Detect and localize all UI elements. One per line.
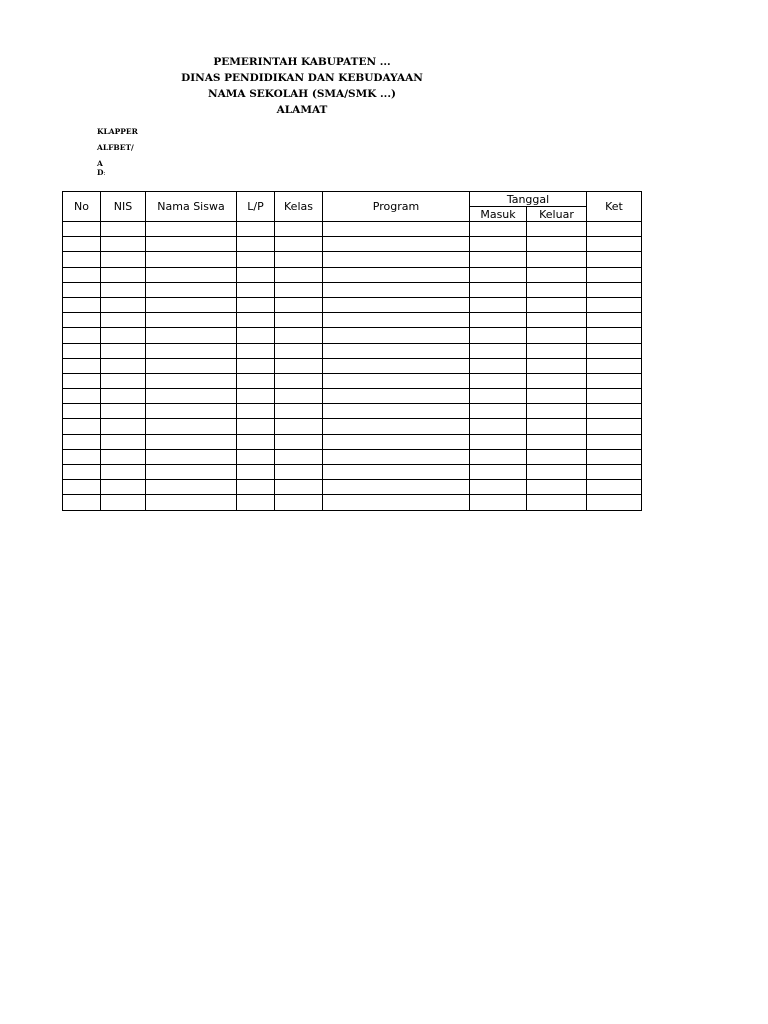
- cell-tanggal-masuk[interactable]: [470, 237, 527, 252]
- cell-nis[interactable]: [101, 465, 146, 480]
- letter-d-colon: :: [103, 170, 106, 177]
- cell-nis[interactable]: [101, 252, 146, 267]
- cell-kelas[interactable]: [275, 222, 323, 237]
- cell-ket[interactable]: [587, 389, 642, 404]
- cell-tanggal-keluar[interactable]: [527, 282, 587, 297]
- cell-tanggal-masuk[interactable]: [470, 297, 527, 312]
- cell-nama-siswa[interactable]: [146, 480, 237, 495]
- cell-tanggal-keluar[interactable]: [527, 495, 587, 510]
- table-row: [63, 480, 642, 495]
- cell-nis[interactable]: [101, 389, 146, 404]
- cell-lp[interactable]: [237, 252, 275, 267]
- cell-nama-siswa[interactable]: [146, 222, 237, 237]
- student-klapper-table: [62, 191, 642, 511]
- cell-kelas[interactable]: [275, 419, 323, 434]
- cell-nama-siswa[interactable]: [146, 252, 237, 267]
- col-header-tanggal: Tanggal: [470, 192, 587, 207]
- cell-kelas[interactable]: [275, 434, 323, 449]
- table-row: [63, 495, 642, 510]
- table-row: [63, 404, 642, 419]
- cell-lp[interactable]: [237, 297, 275, 312]
- cell-nama-siswa[interactable]: [146, 343, 237, 358]
- cell-tanggal-masuk[interactable]: [470, 495, 527, 510]
- col-header-ket: Ket: [587, 192, 642, 222]
- cell-tanggal-keluar[interactable]: [527, 237, 587, 252]
- header-line-government: PEMERINTAH KABUPATEN ...: [213, 56, 391, 68]
- cell-lp[interactable]: [237, 343, 275, 358]
- cell-program[interactable]: [323, 252, 470, 267]
- cell-no[interactable]: [63, 297, 101, 312]
- cell-lp[interactable]: [237, 449, 275, 464]
- cell-nis[interactable]: [101, 328, 146, 343]
- cell-kelas[interactable]: [275, 282, 323, 297]
- cell-nis[interactable]: [101, 267, 146, 282]
- letter-a-label: A: [97, 159, 103, 168]
- cell-tanggal-keluar[interactable]: [527, 480, 587, 495]
- cell-tanggal-masuk[interactable]: [470, 480, 527, 495]
- cell-lp[interactable]: [237, 237, 275, 252]
- cell-no[interactable]: [63, 252, 101, 267]
- table-row: [63, 313, 642, 328]
- cell-nis[interactable]: [101, 237, 146, 252]
- cell-no[interactable]: [63, 449, 101, 464]
- cell-program[interactable]: [323, 237, 470, 252]
- cell-no[interactable]: [63, 495, 101, 510]
- cell-tanggal-keluar[interactable]: [527, 404, 587, 419]
- cell-nis[interactable]: [101, 222, 146, 237]
- cell-no[interactable]: [63, 389, 101, 404]
- cell-nis[interactable]: [101, 404, 146, 419]
- col-header-keluar: Keluar: [527, 207, 587, 222]
- cell-tanggal-keluar[interactable]: [527, 434, 587, 449]
- table-row: [63, 297, 642, 312]
- table-row: [63, 343, 642, 358]
- cell-nis[interactable]: [101, 297, 146, 312]
- cell-tanggal-masuk[interactable]: [470, 373, 527, 388]
- cell-tanggal-masuk[interactable]: [470, 343, 527, 358]
- cell-kelas[interactable]: [275, 313, 323, 328]
- table-header: [63, 192, 642, 222]
- cell-nama-siswa[interactable]: [146, 419, 237, 434]
- letter-d-label: D: [97, 168, 104, 177]
- cell-ket[interactable]: [587, 419, 642, 434]
- cell-nama-siswa[interactable]: [146, 495, 237, 510]
- cell-tanggal-keluar[interactable]: [527, 419, 587, 434]
- cell-lp[interactable]: [237, 419, 275, 434]
- cell-tanggal-keluar[interactable]: [527, 358, 587, 373]
- cell-lp[interactable]: [237, 480, 275, 495]
- cell-no[interactable]: [63, 373, 101, 388]
- alfbet-label: ALFBET/: [97, 143, 134, 152]
- cell-program[interactable]: [323, 404, 470, 419]
- cell-kelas[interactable]: [275, 449, 323, 464]
- cell-program[interactable]: [323, 495, 470, 510]
- cell-nama-siswa[interactable]: [146, 465, 237, 480]
- cell-tanggal-keluar[interactable]: [527, 297, 587, 312]
- cell-nama-siswa[interactable]: [146, 449, 237, 464]
- cell-program[interactable]: [323, 267, 470, 282]
- col-header-masuk: Masuk: [470, 207, 527, 222]
- cell-program[interactable]: [323, 282, 470, 297]
- cell-ket[interactable]: [587, 495, 642, 510]
- cell-nama-siswa[interactable]: [146, 434, 237, 449]
- table-row: [63, 389, 642, 404]
- cell-tanggal-masuk[interactable]: [470, 267, 527, 282]
- cell-tanggal-keluar[interactable]: [527, 449, 587, 464]
- cell-tanggal-masuk[interactable]: [470, 465, 527, 480]
- cell-nis[interactable]: [101, 343, 146, 358]
- header-line-address: ALAMAT: [276, 104, 328, 116]
- cell-nama-siswa[interactable]: [146, 389, 237, 404]
- cell-ket[interactable]: [587, 313, 642, 328]
- cell-nama-siswa[interactable]: [146, 313, 237, 328]
- col-header-program: Program: [323, 192, 470, 222]
- cell-tanggal-keluar[interactable]: [527, 267, 587, 282]
- col-header-nama-siswa: Nama Siswa: [146, 192, 237, 222]
- cell-no[interactable]: [63, 404, 101, 419]
- cell-program[interactable]: [323, 480, 470, 495]
- cell-lp[interactable]: [237, 373, 275, 388]
- cell-no[interactable]: [63, 434, 101, 449]
- table-row: [63, 252, 642, 267]
- cell-program[interactable]: [323, 343, 470, 358]
- cell-program[interactable]: [323, 465, 470, 480]
- cell-lp[interactable]: [237, 328, 275, 343]
- cell-no[interactable]: [63, 222, 101, 237]
- klapper-label: KLAPPER: [97, 127, 138, 136]
- table-row: [63, 222, 642, 237]
- cell-kelas[interactable]: [275, 373, 323, 388]
- cell-nama-siswa[interactable]: [146, 328, 237, 343]
- cell-tanggal-masuk[interactable]: [470, 404, 527, 419]
- cell-ket[interactable]: [587, 404, 642, 419]
- cell-tanggal-masuk[interactable]: [470, 252, 527, 267]
- cell-nama-siswa[interactable]: [146, 297, 237, 312]
- cell-lp[interactable]: [237, 222, 275, 237]
- cell-nama-siswa[interactable]: [146, 237, 237, 252]
- cell-nis[interactable]: [101, 419, 146, 434]
- cell-nis[interactable]: [101, 480, 146, 495]
- cell-program[interactable]: [323, 328, 470, 343]
- cell-no[interactable]: [63, 313, 101, 328]
- cell-ket[interactable]: [587, 373, 642, 388]
- cell-tanggal-masuk[interactable]: [470, 282, 527, 297]
- klapper-label-block: [97, 127, 138, 178]
- cell-nama-siswa[interactable]: [146, 267, 237, 282]
- cell-ket[interactable]: [587, 252, 642, 267]
- cell-program[interactable]: [323, 449, 470, 464]
- cell-lp[interactable]: [237, 434, 275, 449]
- cell-ket[interactable]: [587, 237, 642, 252]
- cell-nama-siswa[interactable]: [146, 282, 237, 297]
- cell-lp[interactable]: [237, 313, 275, 328]
- cell-nama-siswa[interactable]: [146, 404, 237, 419]
- cell-nis[interactable]: [101, 449, 146, 464]
- cell-kelas[interactable]: [275, 297, 323, 312]
- cell-no[interactable]: [63, 237, 101, 252]
- table-row: [63, 358, 642, 373]
- cell-tanggal-keluar[interactable]: [527, 328, 587, 343]
- cell-no[interactable]: [63, 282, 101, 297]
- cell-program[interactable]: [323, 313, 470, 328]
- cell-kelas[interactable]: [275, 237, 323, 252]
- cell-tanggal-masuk[interactable]: [470, 434, 527, 449]
- cell-no[interactable]: [63, 267, 101, 282]
- cell-lp[interactable]: [237, 465, 275, 480]
- cell-program[interactable]: [323, 358, 470, 373]
- cell-lp[interactable]: [237, 389, 275, 404]
- cell-nis[interactable]: [101, 373, 146, 388]
- col-header-kelas: Kelas: [275, 192, 323, 222]
- cell-program[interactable]: [323, 222, 470, 237]
- table-row: [63, 419, 642, 434]
- cell-kelas[interactable]: [275, 343, 323, 358]
- document-header: [0, 54, 604, 118]
- cell-no[interactable]: [63, 419, 101, 434]
- table-row: [63, 465, 642, 480]
- cell-no[interactable]: [63, 465, 101, 480]
- cell-kelas[interactable]: [275, 267, 323, 282]
- cell-ket[interactable]: [587, 358, 642, 373]
- cell-tanggal-masuk[interactable]: [470, 389, 527, 404]
- cell-ket[interactable]: [587, 267, 642, 282]
- table-row: [63, 237, 642, 252]
- cell-ket[interactable]: [587, 297, 642, 312]
- cell-tanggal-keluar[interactable]: [527, 343, 587, 358]
- cell-program[interactable]: [323, 297, 470, 312]
- cell-nis[interactable]: [101, 434, 146, 449]
- cell-kelas[interactable]: [275, 465, 323, 480]
- cell-tanggal-keluar[interactable]: [527, 465, 587, 480]
- table-row: [63, 267, 642, 282]
- cell-no[interactable]: [63, 343, 101, 358]
- cell-kelas[interactable]: [275, 358, 323, 373]
- cell-nis[interactable]: [101, 313, 146, 328]
- cell-ket[interactable]: [587, 328, 642, 343]
- cell-program[interactable]: [323, 434, 470, 449]
- cell-ket[interactable]: [587, 465, 642, 480]
- cell-nis[interactable]: [101, 495, 146, 510]
- table-row: [63, 373, 642, 388]
- cell-kelas[interactable]: [275, 495, 323, 510]
- table-body: [63, 222, 642, 511]
- cell-nama-siswa[interactable]: [146, 358, 237, 373]
- cell-tanggal-masuk[interactable]: [470, 328, 527, 343]
- cell-nis[interactable]: [101, 282, 146, 297]
- table-row: [63, 328, 642, 343]
- cell-program[interactable]: [323, 419, 470, 434]
- col-header-lp: L/P: [237, 192, 275, 222]
- cell-tanggal-keluar[interactable]: [527, 373, 587, 388]
- table-row: [63, 434, 642, 449]
- header-line-school-name: NAMA SEKOLAH (SMA/SMK ...): [208, 88, 396, 100]
- header-line-agency: DINAS PENDIDIKAN DAN KEBUDAYAAN: [181, 72, 423, 84]
- cell-no[interactable]: [63, 480, 101, 495]
- cell-tanggal-keluar[interactable]: [527, 222, 587, 237]
- cell-lp[interactable]: [237, 495, 275, 510]
- cell-tanggal-masuk[interactable]: [470, 449, 527, 464]
- cell-no[interactable]: [63, 328, 101, 343]
- cell-ket[interactable]: [587, 343, 642, 358]
- cell-program[interactable]: [323, 373, 470, 388]
- cell-nis[interactable]: [101, 358, 146, 373]
- cell-tanggal-masuk[interactable]: [470, 222, 527, 237]
- cell-lp[interactable]: [237, 358, 275, 373]
- cell-tanggal-masuk[interactable]: [470, 313, 527, 328]
- cell-nama-siswa[interactable]: [146, 373, 237, 388]
- cell-ket[interactable]: [587, 480, 642, 495]
- table-row: [63, 449, 642, 464]
- cell-tanggal-masuk[interactable]: [470, 358, 527, 373]
- cell-no[interactable]: [63, 358, 101, 373]
- table-row: [63, 282, 642, 297]
- cell-kelas[interactable]: [275, 389, 323, 404]
- cell-kelas[interactable]: [275, 328, 323, 343]
- col-header-nis: NIS: [101, 192, 146, 222]
- cell-tanggal-keluar[interactable]: [527, 252, 587, 267]
- cell-lp[interactable]: [237, 267, 275, 282]
- cell-kelas[interactable]: [275, 252, 323, 267]
- cell-ket[interactable]: [587, 222, 642, 237]
- cell-ket[interactable]: [587, 449, 642, 464]
- cell-tanggal-keluar[interactable]: [527, 389, 587, 404]
- cell-ket[interactable]: [587, 282, 642, 297]
- cell-lp[interactable]: [237, 404, 275, 419]
- cell-tanggal-keluar[interactable]: [527, 313, 587, 328]
- cell-lp[interactable]: [237, 282, 275, 297]
- cell-tanggal-masuk[interactable]: [470, 419, 527, 434]
- cell-program[interactable]: [323, 389, 470, 404]
- cell-kelas[interactable]: [275, 404, 323, 419]
- cell-ket[interactable]: [587, 434, 642, 449]
- cell-kelas[interactable]: [275, 480, 323, 495]
- letter-d-line: [97, 168, 138, 178]
- col-header-no: No: [63, 192, 101, 222]
